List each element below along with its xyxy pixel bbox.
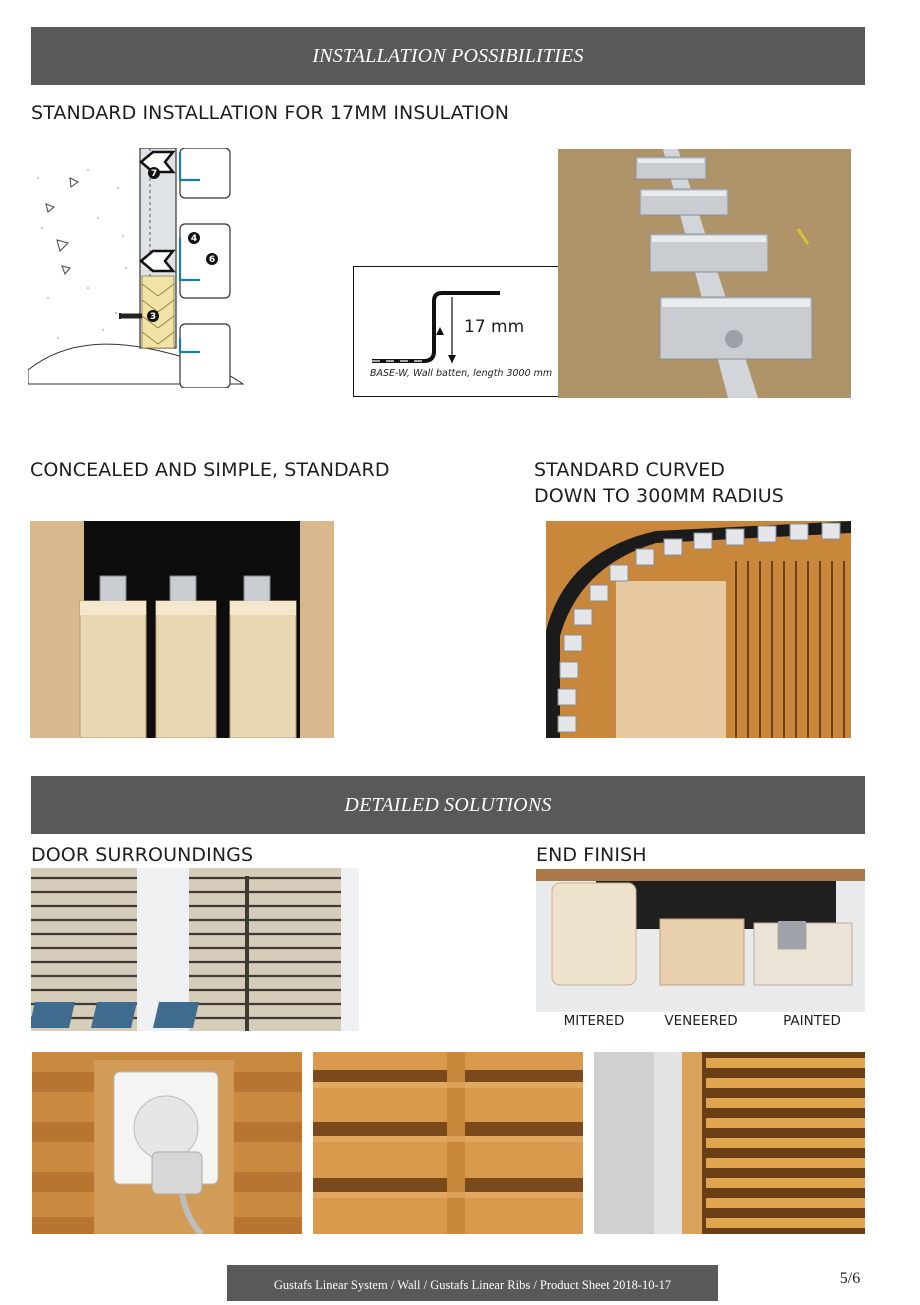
heading-end-finish: END FINISH xyxy=(536,844,647,866)
svg-text:3: 3 xyxy=(149,312,157,322)
photo-concealed-ribs xyxy=(30,521,334,738)
installation-section-drawing xyxy=(28,148,250,388)
caption-painted: PAINTED xyxy=(783,1013,841,1029)
photo-wall-battens xyxy=(558,149,851,398)
page-number: 5/6 xyxy=(839,1270,861,1287)
svg-text:6: 6 xyxy=(208,255,216,265)
heading-concealed: CONCEALED AND SIMPLE, STANDARD xyxy=(30,459,390,481)
footer-bar: Gustafs Linear System / Wall / Gustafs Linear Ribs / Product Sheet 2018-10-17 xyxy=(227,1265,718,1301)
caption-mitered: MITERED xyxy=(563,1013,625,1029)
heading-curved-line1: STANDARD CURVED xyxy=(534,459,726,481)
photo-corner-finish xyxy=(594,1052,865,1234)
section-banner-installation: INSTALLATION POSSIBILITIES xyxy=(31,27,865,85)
heading-standard-installation: STANDARD INSTALLATION FOR 17MM INSULATION xyxy=(31,102,510,124)
svg-text:7: 7 xyxy=(150,169,158,179)
heading-door-surroundings: DOOR SURROUNDINGS xyxy=(31,844,254,866)
svg-text:4: 4 xyxy=(190,234,198,244)
profile-spec-label: BASE-W, Wall batten, length 3000 mm xyxy=(370,368,553,379)
photo-socket-integration xyxy=(32,1052,302,1234)
photo-door-surroundings xyxy=(31,868,359,1031)
dimension-label: 17 mm xyxy=(464,317,525,337)
section-banner-detailed: DETAILED SOLUTIONS xyxy=(31,776,865,834)
photo-rib-joint xyxy=(313,1052,583,1234)
photo-end-finish xyxy=(536,869,865,1012)
caption-veneered: VENEERED xyxy=(664,1013,738,1029)
heading-curved-line2: DOWN TO 300MM RADIUS xyxy=(534,485,784,507)
batten-profile-diagram xyxy=(353,266,566,397)
photo-curved-installation xyxy=(546,521,851,738)
